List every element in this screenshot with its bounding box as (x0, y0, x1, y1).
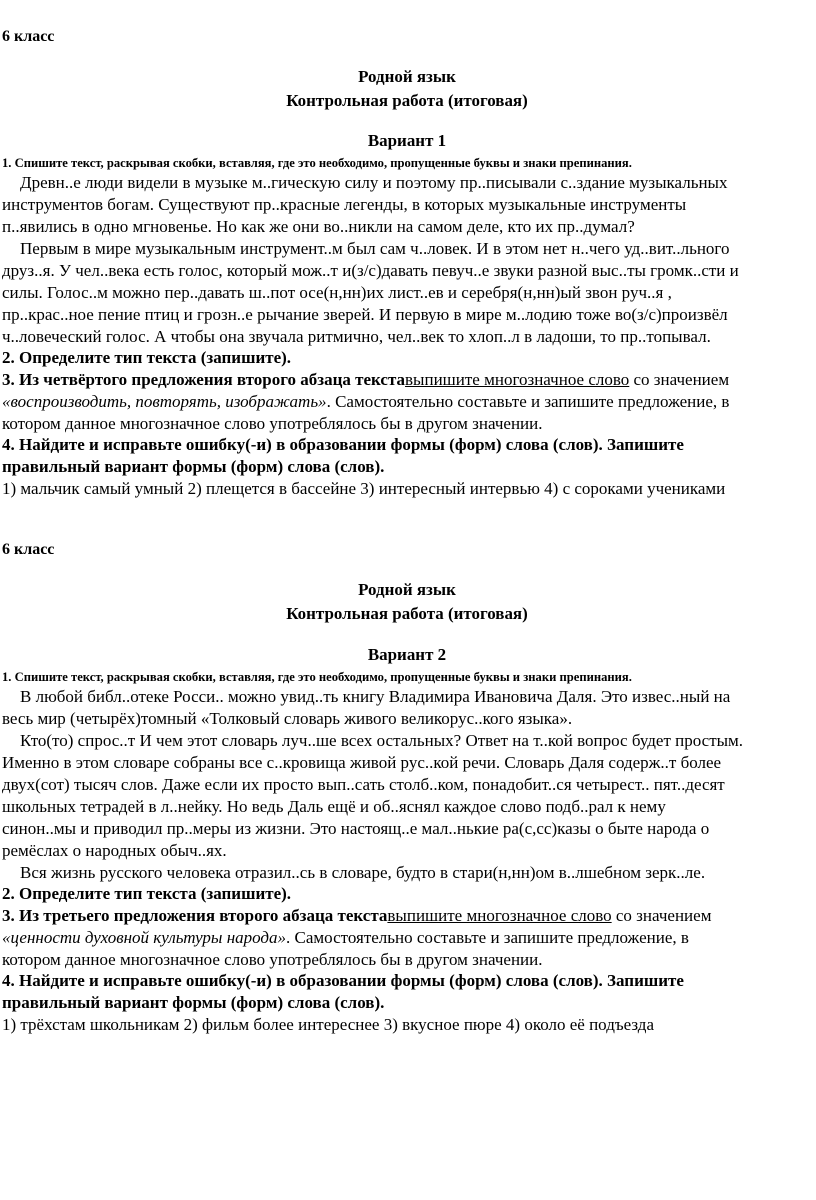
text-line: силы. Голос..м можно пер..давать ш..пот осе(н,нн)их лист..ев и серебря(н,нн)ый звон руч..я , (2, 283, 672, 302)
task3-rest: со значением (629, 370, 730, 389)
text-line: весь мир (четырёх)томный «Толковый словарь живого великорус..кого языка». (2, 709, 573, 728)
text-line: Вся жизнь русского человека отразил..сь в словаре, будто в стари(н,нн)ом в..лшебном зерк..ле. (20, 863, 706, 882)
variant-title-1: Вариант 1 (367, 131, 447, 150)
task3-bold: 3. Из четвёртого предложения второго абзаца текста (2, 370, 406, 389)
text-line: двух(сот) тысяч слов. Даже если их просто вып..сать столб..ком, понадобит..ся четырест.. пят..десят (2, 775, 725, 794)
task3-bold: 3. Из третьего предложения второго абзаца текста (2, 906, 388, 925)
work-title-1: Контрольная работа (итоговая) (286, 91, 528, 110)
task4-instruction-1a: 4. Найдите и исправьте ошибку(-и) в образовании формы (форм) слова (слов). Запишите (2, 435, 684, 454)
task3-rest: со значением (611, 906, 712, 925)
text-line: друз..я. У чел..века есть голос, который мож..т и(з/с)давать певуч..е звуки разной выс..ты громк..сти и (2, 261, 739, 280)
text-line: синон..мы и приводил пр..меры из жизни. Это настоящ..е мал..нькие ра(с,сс)казы о быте народа о (2, 819, 710, 838)
task3-underlined: выпишите многозначное слово (405, 370, 630, 389)
task3-after: . Самостоятельно составьте и запишите предложение, в (326, 392, 730, 411)
text-line: школьных тетрадей в л..нейку. Но ведь Даль ещё и об..яснял каждое слово подб..рал к нему (2, 797, 666, 816)
text-line: пр..крас..ное пение птиц и грозн..е рычание зверей. И первую в мире м..лодию тоже во(з/с)произвёл (2, 305, 728, 324)
grade-label-1: 6 класс (2, 28, 55, 45)
task4-instruction-1b: правильный вариант формы (форм) слова (слов). (2, 457, 385, 476)
task3-instruction-1 (2, 369, 729, 390)
text-line: Первым в мире музыкальным инструмент..м был сам ч..ловек. И в этом нет н..чего уд..вит..льного (20, 239, 730, 258)
task4-instruction-2a: 4. Найдите и исправьте ошибку(-и) в образовании формы (форм) слова (слов). Запишите (2, 971, 684, 990)
subject-title-2: Родной язык (358, 580, 456, 599)
task1-instruction-2: 1. Спишите текст, раскрывая скобки, вставляя, где это необходимо, пропущенные буквы и знаки препинания. (2, 670, 632, 684)
task3-after: . Самостоятельно составьте и запишите предложение, в (286, 928, 689, 947)
task3-line2-2 (2, 927, 689, 948)
task2-instruction-2: 2. Определите тип текста (запишите). (2, 884, 292, 903)
text-line: Кто(то) спрос..т И чем этот словарь луч..ше всех остальных? Ответ на т..кой вопрос будет простым. (20, 731, 744, 750)
text-line: ремёслах о народных обыч..ях. (2, 841, 227, 860)
task4-instruction-2b: правильный вариант формы (форм) слова (слов). (2, 993, 385, 1012)
task4-options-2: 1) трёхстам школьникам 2) фильм более интереснее 3) вкусное пюре 4) около её подъезда (2, 1015, 654, 1034)
work-title-2: Контрольная работа (итоговая) (286, 604, 528, 623)
task3-underlined: выпишите многозначное слово (387, 906, 612, 925)
task3-line2-1 (2, 391, 729, 412)
text-line: ч..ловеческий голос. А чтобы она звучала ритмично, чел..век то хлоп..л в ладоши, то пр..топывал. (2, 327, 711, 346)
task3-meaning: «воспроизводить, повторять, изображать» (2, 392, 327, 411)
text-line: В любой библ..отеке Росси.. можно увид..ть книгу Владимира Ивановича Даля. Это извес..ный на (20, 687, 731, 706)
variant-title-2: Вариант 2 (367, 645, 447, 664)
task4-options-1: 1) мальчик самый умный 2) плещется в бассейне 3) интересный интервью 4) с сороками учениками (2, 479, 726, 498)
subject-title-1: Родной язык (358, 67, 456, 86)
task2-instruction-1: 2. Определите тип текста (запишите). (2, 348, 292, 367)
text-line: п..явились в одно мгновенье. Но как же они во..никли на самом деле, кто их пр..думал? (2, 217, 635, 236)
text-line: инструментов богам. Существуют пр..красные легенды, в которых музыкальные инструменты (2, 195, 687, 214)
text-line: Древн..е люди видели в музыке м..гическую силу и поэтому пр..писывали с..здание музыкальных (20, 173, 728, 192)
grade-label-2: 6 класс (2, 541, 55, 558)
task3-meaning: «ценности духовной культуры народа» (2, 928, 287, 947)
task1-instruction-1: 1. Спишите текст, раскрывая скобки, вставляя, где это необходимо, пропущенные буквы и знаки препинания. (2, 156, 632, 170)
task3-line3-1: котором данное многозначное слово употреблялось бы в другом значении. (2, 414, 543, 433)
task3-instruction-2 (2, 905, 711, 926)
task3-line3-2: котором данное многозначное слово употреблялось бы в другом значении. (2, 950, 543, 969)
text-line: Именно в этом словаре собраны все с..кровища живой рус..кой речи. Словарь Даля содерж..т более (2, 753, 722, 772)
